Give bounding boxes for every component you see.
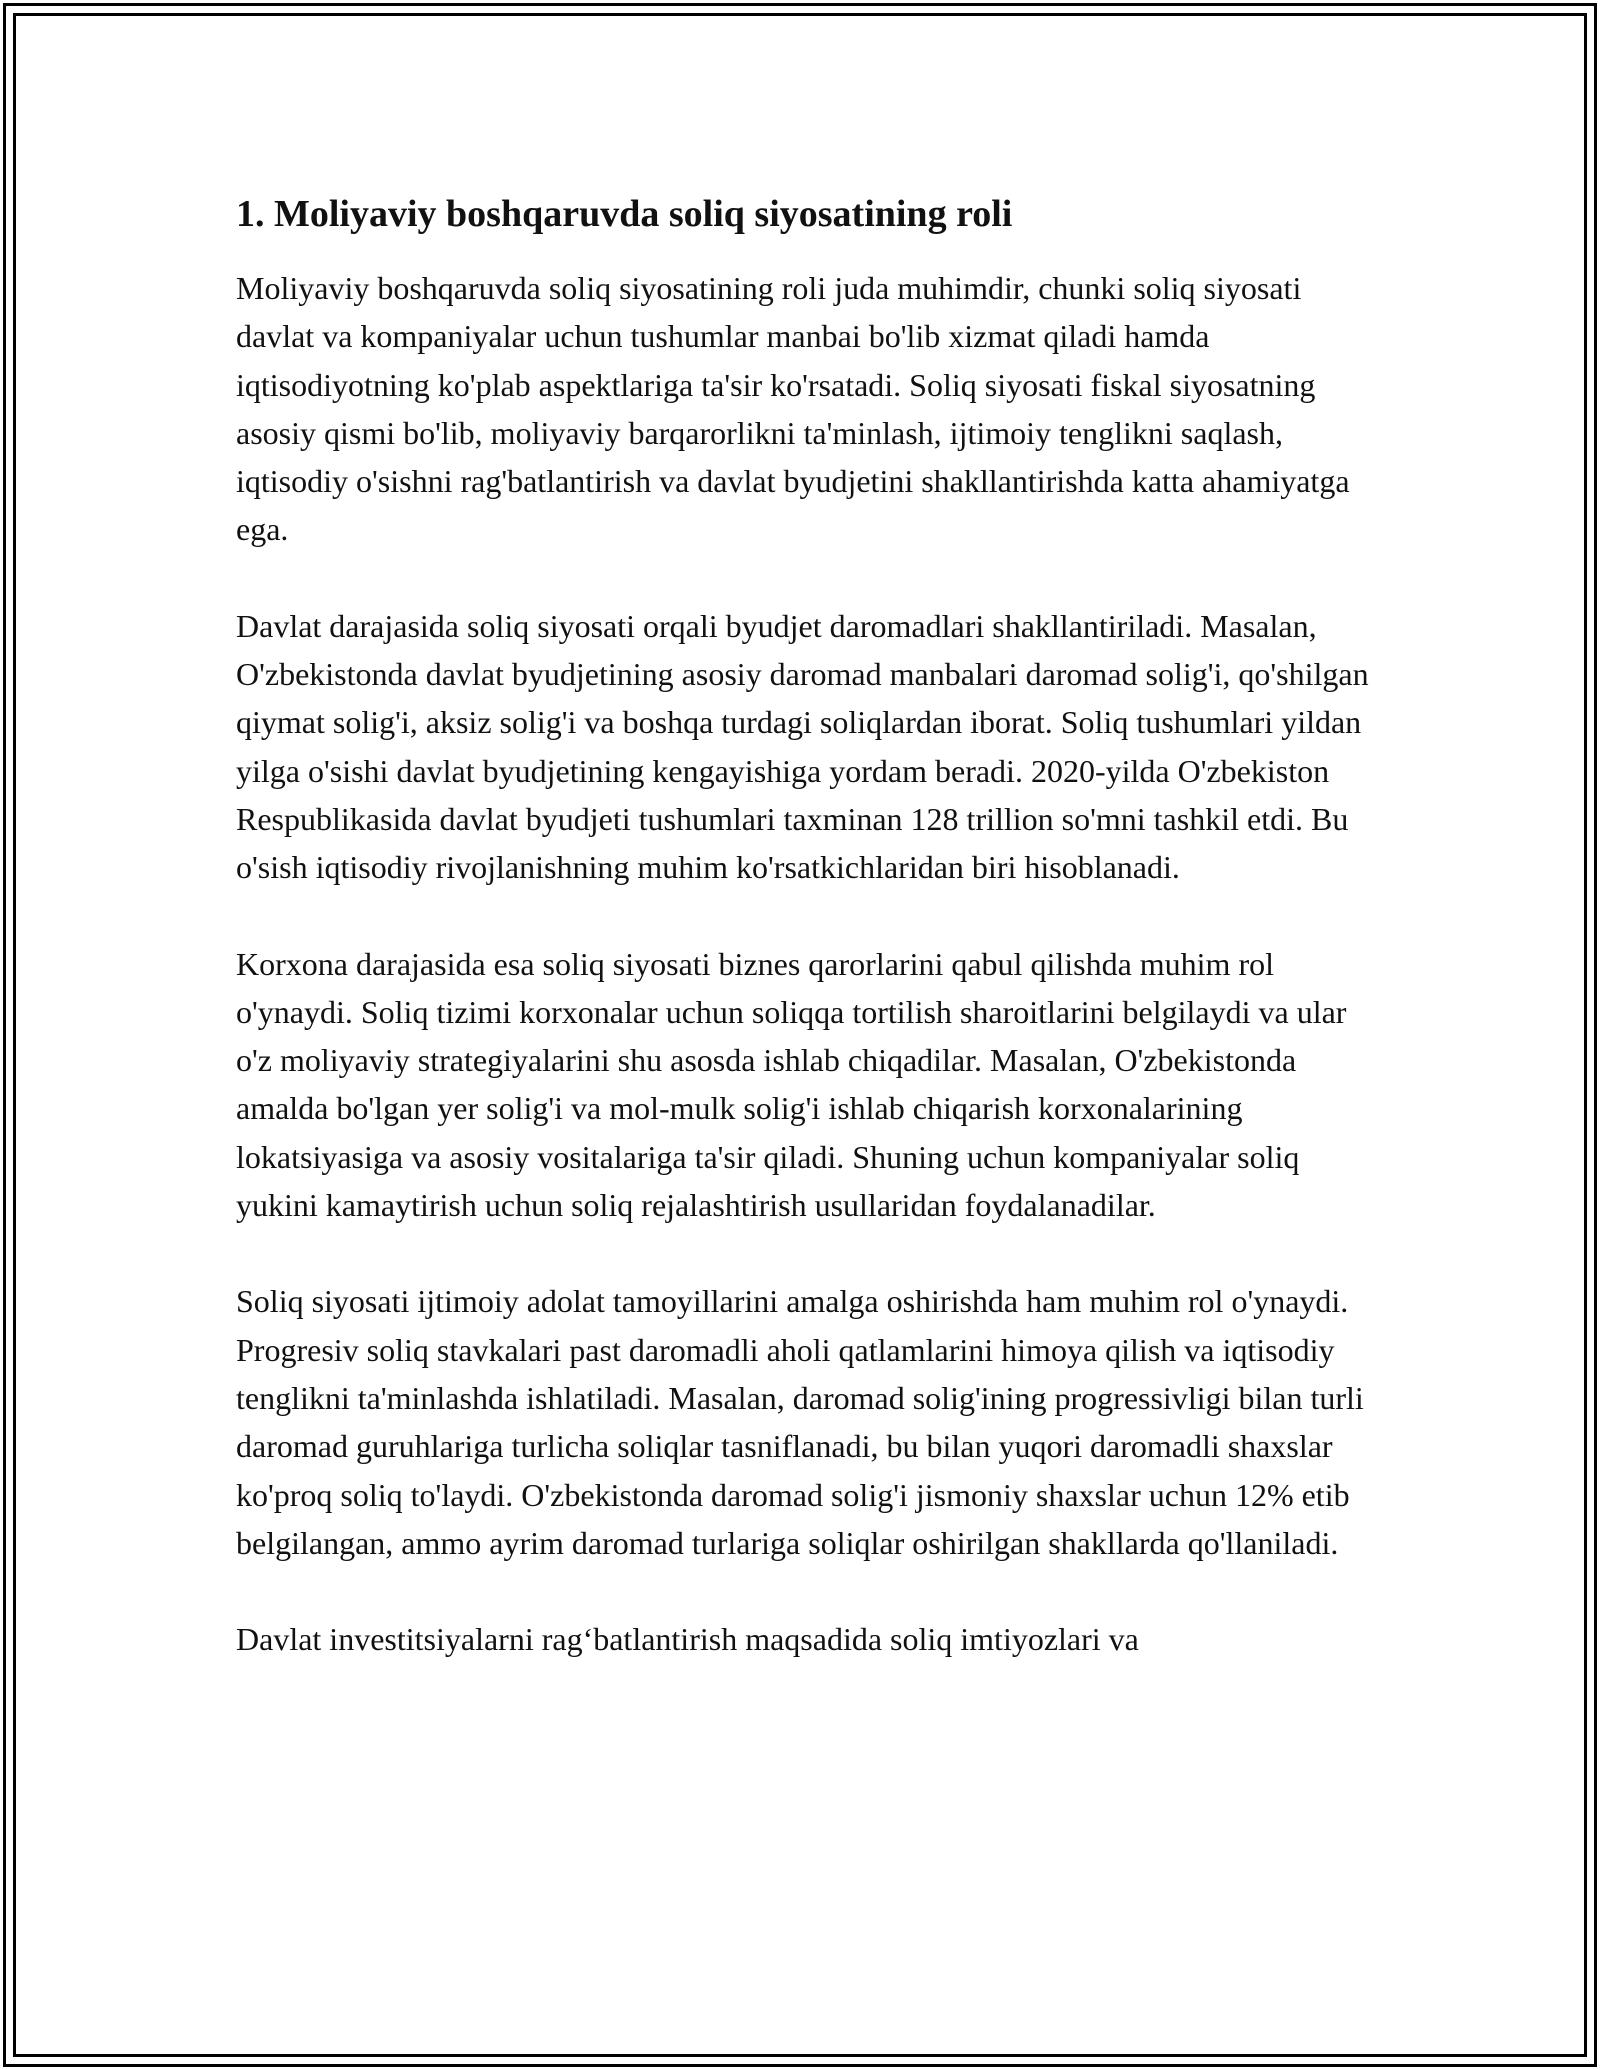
paragraph-1: Moliyaviy boshqaruvda soliq siyosatining roli juda muhimdir, chunki soliq siyosati davlat va kompaniyalar uchun tushumlar manbai bo'lib xizmat qiladi hamda iqtisodiyotning ko'plab aspektlariga ta'sir ko'rsatadi. Soliq siyosati fiskal siyosatning asosiy qismi bo'lib, moliyaviy barqarorlikni ta'minlash, ijtimoiy tenglikni saqlash, iqtisodiy o'sishni rag'batlantirish va davlat byudjetini shakllantirishda katta ahamiyatga ega.: [236, 270, 1350, 548]
paragraph-4: Soliq siyosati ijtimoiy adolat tamoyillarini amalga oshirishda ham muhim rol o'ynaydi. Progresiv soliq stavkalari past daromadli aholi qatlamlarini himoya qilish va iqtisodiy tenglikni ta'minlashda ishlatiladi. Masalan, daromad solig'ining progressivligi bilan turli daromad guruhlariga turlicha soliqlar tasniflanadi, bu bilan yuqori daromadli shaxslar ko'proq soliq to'laydi. O'zbekistonda daromad solig'i jismoniy shaxslar uchun 12% etib belgilangan, ammo ayrim daromad turlariga soliqlar oshirilgan shakllarda qo'llaniladi.: [236, 1283, 1364, 1561]
paragraph-3: Korxona darajasida esa soliq siyosati biznes qarorlarini qabul qilishda muhim rol o'ynaydi. Soliq tizimi korxonalar uchun soliqqa tortilish sharoitlarini belgilaydi va ular o'z moliyaviy strategiyalarini shu asosda ishlab chiqadilar. Masalan, O'zbekistonda amalda bo'lgan yer solig'i va mol-mulk solig'i ishlab chiqarish korxonalarining lokatsiyasiga va asosiy vositalariga ta'sir qiladi. Shuning uchun kompaniyalar soliq yukini kamaytirish uchun soliq rejalashtirish usullaridan foydalanadilar.: [236, 945, 1347, 1224]
paragraph-5: Davlat investitsiyalarni rag‘batlantirish maqsadida soliq imtiyozlari va: [236, 1621, 1139, 1658]
section-heading: 1. Moliyaviy boshqaruvda soliq siyosatining roli: [236, 193, 1013, 235]
document-body: [236, 186, 1376, 1711]
paragraph-2: Davlat darajasida soliq siyosati orqali byudjet daromadlari shakllantiriladi. Masalan, O'zbekistonda davlat byudjetining asosiy daromad manbalari daromad solig'i, qo'shilgan qiymat solig'i, aksiz solig'i va boshqa turdagi soliqlardan iborat. Soliq tushumlari yildan yilga o'sishi davlat byudjetining kengayishiga yordam beradi. 2020-yilda O'zbekiston Respublikasida davlat byudjeti tushumlari taxminan 128 trillion so'mni tashkil etdi. Bu o'sish iqtisodiy rivojlanishning muhim ko'rsatkichlaridan biri hisoblanadi.: [236, 607, 1369, 886]
